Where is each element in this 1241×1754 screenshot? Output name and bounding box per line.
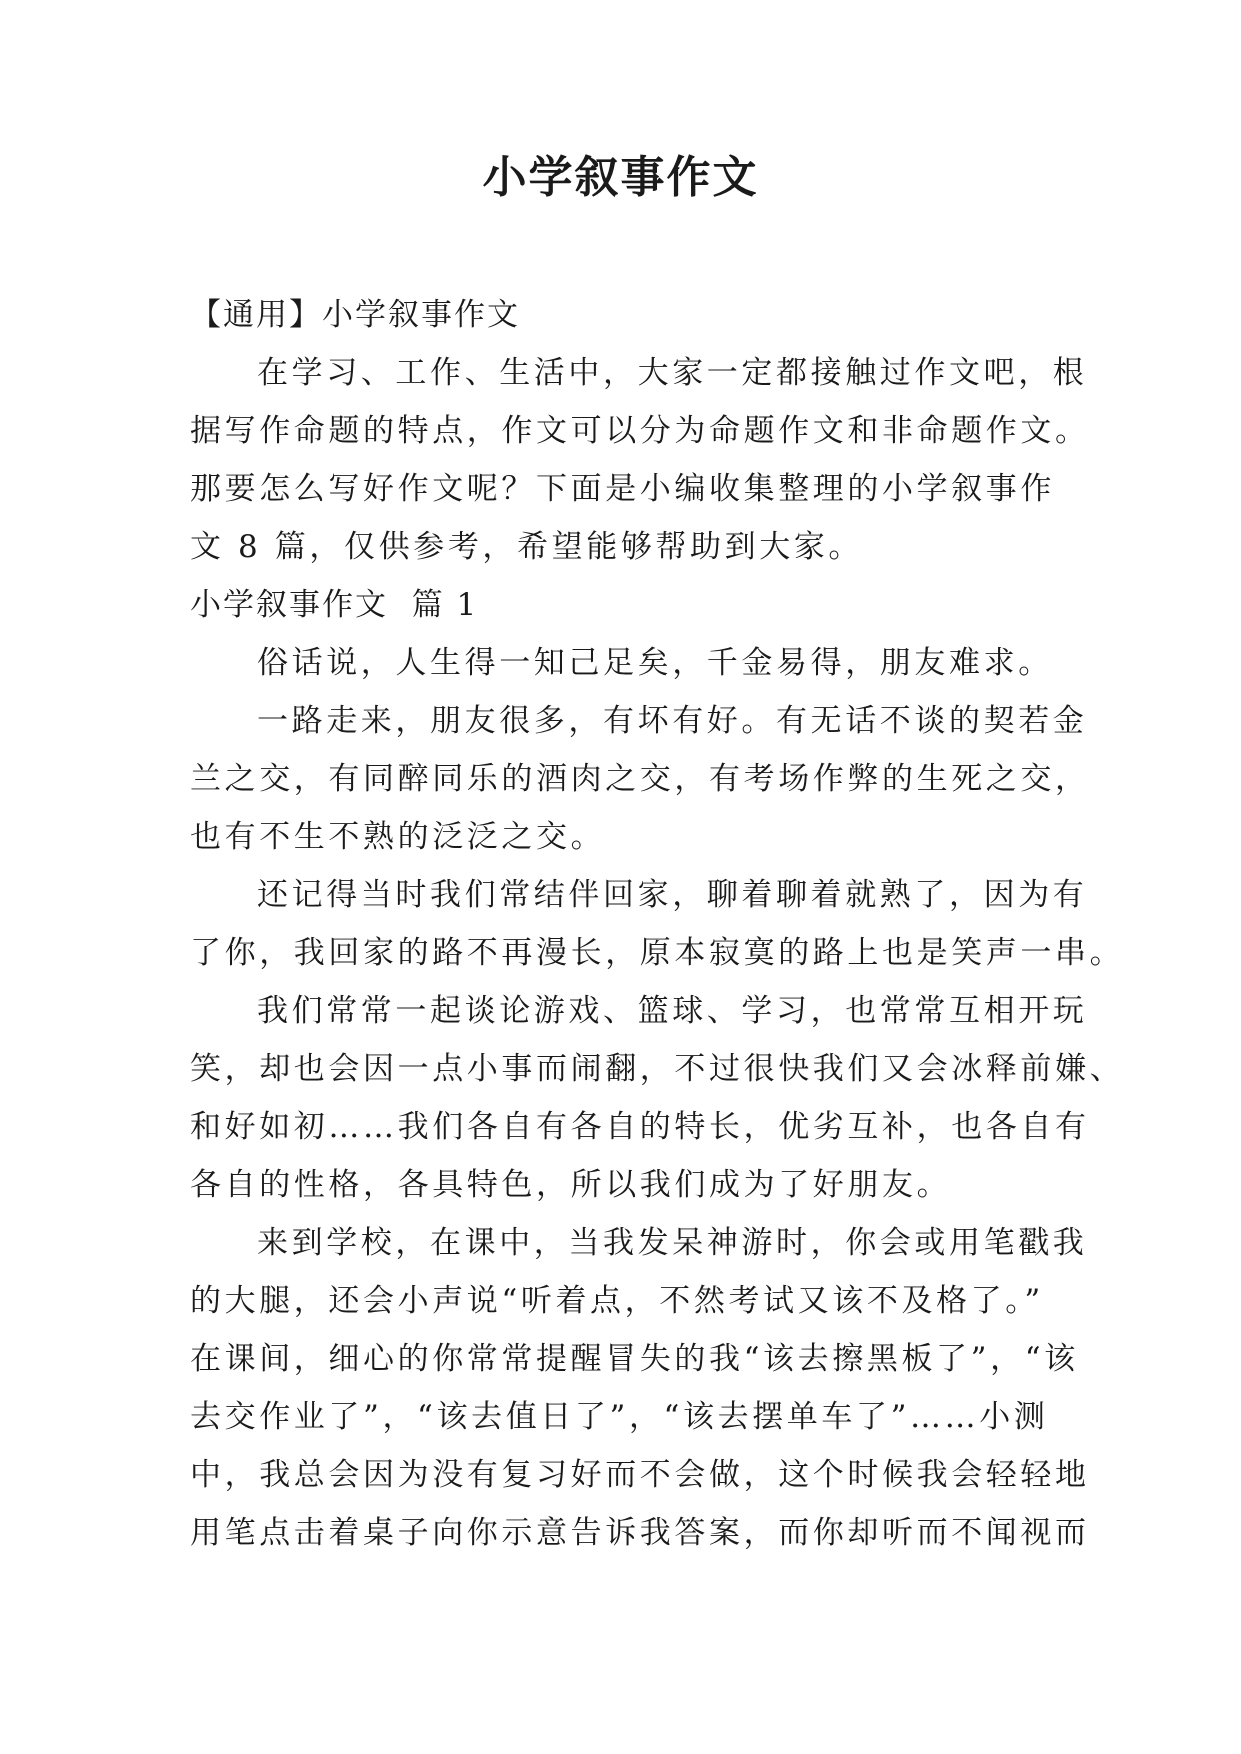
paragraph-line: 中，我总会因为没有复习好而不会做，这个时候我会轻轻地 xyxy=(190,1457,1090,1493)
subtitle-line: 【通用】小学叙事作文 xyxy=(190,297,520,333)
paragraph-line: 在学习、工作、生活中，大家一定都接触过作文吧，根 xyxy=(257,355,1088,391)
paragraph-line: 和好如初……我们各自有各自的特长，优劣互补，也各自有 xyxy=(190,1109,1090,1145)
paragraph-line: 我们常常一起谈论游戏、篮球、学习，也常常互相开玩 xyxy=(257,993,1088,1029)
paragraph-line: 去交作业了”，“该去值日了”，“该去摆单车了”……小测 xyxy=(190,1399,1049,1435)
paragraph-line: 的大腿，还会小声说“听着点，不然考试又该不及格了。” xyxy=(190,1283,1044,1319)
paragraph-line: 文 8 篇，仅供参考，希望能够帮助到大家。 xyxy=(190,529,864,565)
paragraph-line: 用笔点击着桌子向你示意告诉我答案，而你却听而不闻视而 xyxy=(190,1515,1090,1551)
paragraph-line: 那要怎么写好作文呢？下面是小编收集整理的小学叙事作 xyxy=(190,471,1055,507)
paragraph-line: 据写作命题的特点，作文可以分为命题作文和非命题作文。 xyxy=(190,413,1090,449)
paragraph-line: 也有不生不熟的泛泛之交。 xyxy=(190,819,606,855)
paragraph-line: 一路走来，朋友很多，有坏有好。有无话不谈的契若金 xyxy=(257,703,1088,739)
document-title: 小学叙事作文 xyxy=(482,152,759,203)
paragraph-line: 各自的性格，各具特色，所以我们成为了好朋友。 xyxy=(190,1167,952,1203)
paragraph-line: 在课间，细心的你常常提醒冒失的我“该去擦黑板了”，“该 xyxy=(190,1341,1079,1377)
paragraph-line: 了你，我回家的路不再漫长，原本寂寞的路上也是笑声一串。 xyxy=(190,935,1125,971)
document-body xyxy=(190,286,1125,1562)
section-heading: 小学叙事作文 篇 1 xyxy=(190,587,479,623)
paragraph-line: 兰之交，有同醉同乐的酒肉之交，有考场作弊的生死之交， xyxy=(190,761,1090,797)
paragraph-line: 俗话说，人生得一知己足矣，千金易得，朋友难求。 xyxy=(257,645,1053,681)
paragraph-line: 还记得当时我们常结伴回家，聊着聊着就熟了，因为有 xyxy=(257,877,1088,913)
paragraph-line: 笑，却也会因一点小事而闹翻，不过很快我们又会冰释前嫌、 xyxy=(190,1051,1125,1087)
paragraph-line: 来到学校，在课中，当我发呆神游时，你会或用笔戳我 xyxy=(257,1225,1088,1261)
